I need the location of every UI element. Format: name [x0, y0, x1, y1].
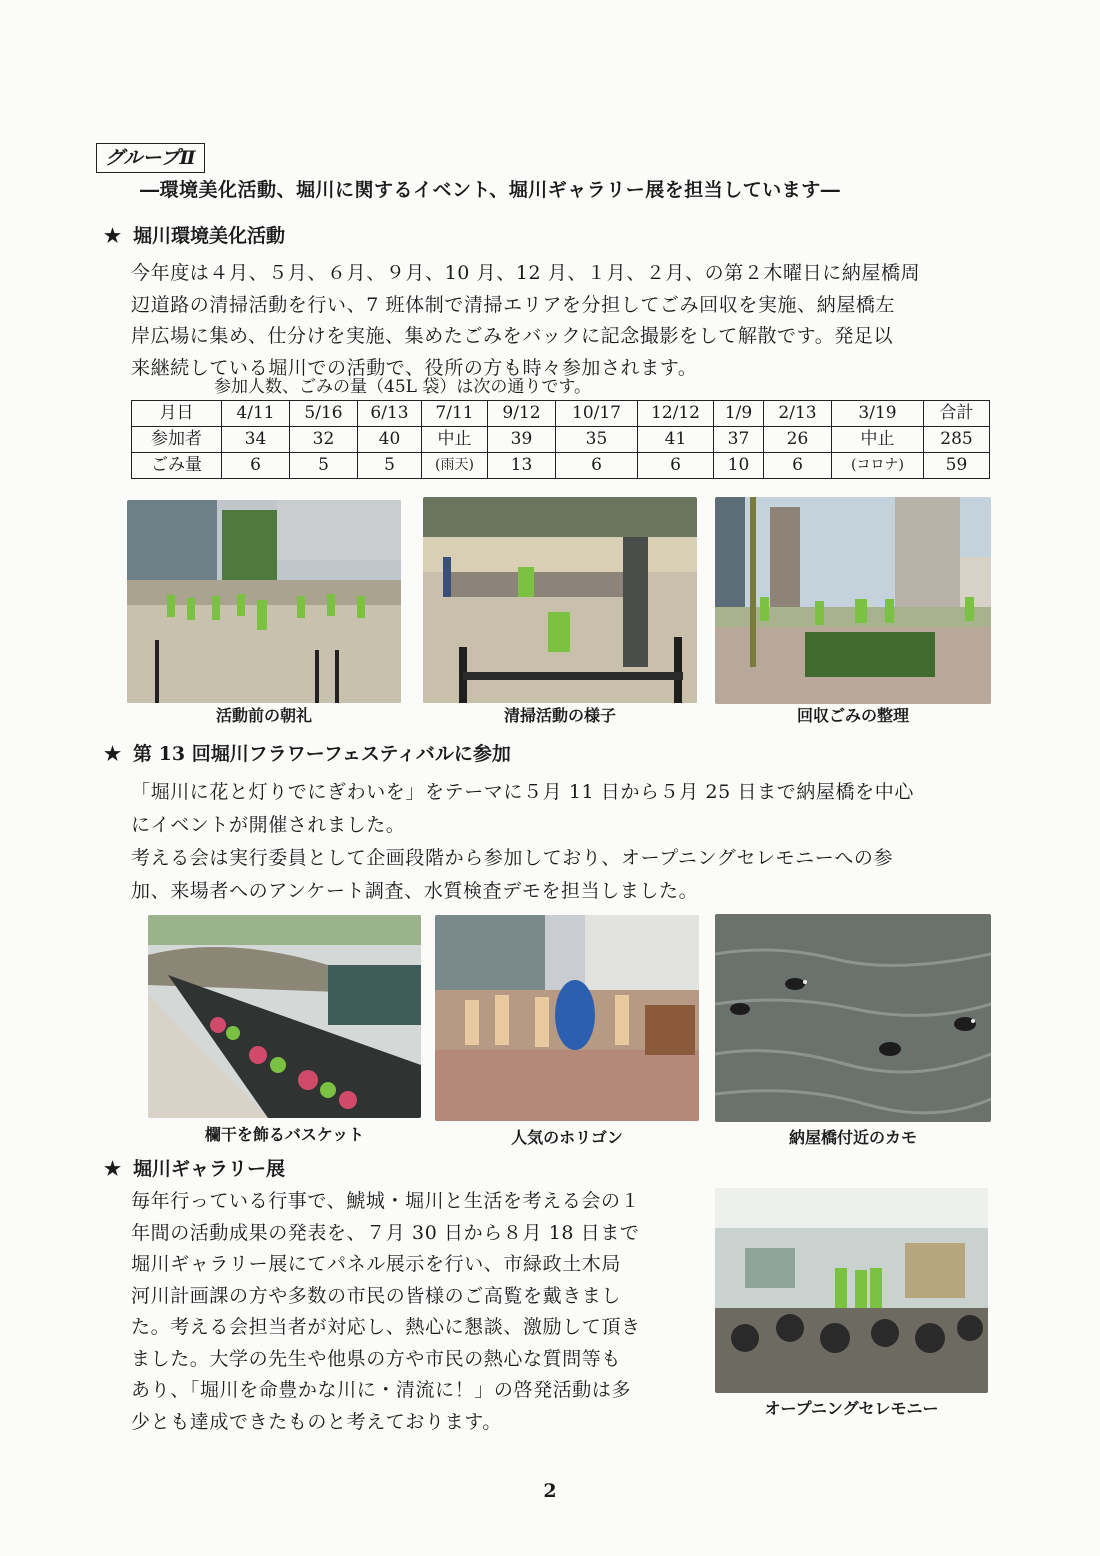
table-cell: 10/17 [556, 401, 638, 427]
table-cell: 5 [290, 453, 358, 479]
photo-caption: 人気のホリゴン [511, 1128, 623, 1147]
paragraph-line: 「堀川に花と灯りでにぎわいを」をテーマに５月 11 日から５月 25 日まで納屋橋を中心 [131, 781, 914, 803]
photo-opening-ceremony [715, 1188, 988, 1393]
heading-text: 第 13 回堀川フラワーフェスティバルに参加 [133, 743, 511, 765]
participation-table [131, 400, 990, 479]
table-cell: 34 [222, 427, 290, 453]
table-cell: (雨天) [422, 453, 488, 479]
photo-morning-assembly [127, 500, 401, 703]
star-icon: ★ [104, 225, 122, 247]
table-cell: 9/12 [488, 401, 556, 427]
table-cell: 合計 [924, 401, 990, 427]
paragraph-line: ました。大学の先生や他県の方や市民の熱心な質問等も [131, 1347, 622, 1370]
photo-garbage-sorting [715, 497, 991, 704]
table-cell: 6 [764, 453, 832, 479]
table-cell: 6/13 [358, 401, 422, 427]
table-cell: 3/19 [832, 401, 924, 427]
table-cell: 参加者 [132, 427, 222, 453]
gallery-paragraph [131, 1186, 641, 1438]
photo-railing-baskets [148, 915, 421, 1118]
table-cell: 6 [222, 453, 290, 479]
star-icon: ★ [104, 1158, 122, 1180]
paragraph-line: 今年度は４月、５月、６月、９月、10 月、12 月、１月、２月、の第２木曜日に納屋橋周 [131, 262, 921, 284]
photo-caption: 納屋橋付近のカモ [788, 1128, 917, 1147]
table-cell: 41 [638, 427, 714, 453]
table-row [132, 427, 990, 453]
photo-caption: 清掃活動の様子 [503, 706, 616, 725]
cleanup-paragraph [131, 258, 920, 384]
table-cell: 32 [290, 427, 358, 453]
table-cell: 2/13 [764, 401, 832, 427]
paragraph-line: 年間の活動成果の発表を、７月 30 日から８月 18 日まで [131, 1221, 640, 1244]
table-cell: 1/9 [714, 401, 764, 427]
paragraph-line: 堀川ギャラリー展にてパネル展示を行い、市緑政土木局 [131, 1253, 622, 1275]
table-cell: 月日 [132, 401, 222, 427]
table-cell: 26 [764, 427, 832, 453]
table-cell: 40 [358, 427, 422, 453]
photo-ducks [715, 914, 991, 1122]
photo-caption: 回収ごみの整理 [796, 706, 909, 725]
table-row [132, 453, 990, 479]
paragraph-line: 来継続している堀川での活動で、役所の方も時々参加されます。 [131, 356, 698, 379]
section-heading-gallery [104, 1155, 285, 1183]
paragraph-line: 河川計画課の方や多数の市民の皆様のご高覧を戴きまし [131, 1284, 622, 1307]
star-icon: ★ [104, 743, 122, 765]
paragraph-line: 岸広場に集め、仕分けを実施、集めたごみをバックに記念撮影をして解散です。発足以 [131, 325, 894, 347]
table-cell: 中止 [832, 427, 924, 453]
paragraph-line: 少とも達成できたものと考えております。 [131, 1410, 502, 1433]
paragraph-line: 考える会は実行委員として企画段階から参加しており、オープニングセレモニーへの参 [131, 847, 894, 869]
paragraph-line: た。考える会担当者が対応し、熱心に懇談、激励して頂き [131, 1316, 641, 1338]
table-cell: 中止 [422, 427, 488, 453]
table-cell: ごみ量 [132, 453, 222, 479]
paragraph-line: 加、来場者へのアンケート調査、水質検査デモを担当しました。 [131, 880, 699, 902]
table-cell: 5/16 [290, 401, 358, 427]
table-header-row [132, 401, 990, 427]
table-cell: 13 [488, 453, 556, 479]
table-cell: 35 [556, 427, 638, 453]
table-cell: 7/11 [422, 401, 488, 427]
table-cell: 285 [924, 427, 990, 453]
section-heading-festival [104, 740, 511, 768]
table-cell: 10 [714, 453, 764, 479]
paragraph-line: あり、「堀川を命豊かな川に・清流に！」の啓発活動は多 [131, 1379, 632, 1401]
page-number: 2 [543, 1480, 557, 1502]
group-subtitle: ―環境美化活動、堀川に関するイベント、堀川ギャラリー展を担当しています― [140, 179, 841, 201]
table-cell: 39 [488, 427, 556, 453]
paragraph-line: 辺道路の清掃活動を行い、7 班体制で清掃エリアを分担してごみ回収を実施、納屋橋左 [131, 293, 896, 316]
table-intro: 参加人数、ごみの量（45L 袋）は次の通りです。 [214, 377, 591, 397]
table-cell: 59 [924, 453, 990, 479]
festival-paragraph [131, 776, 914, 908]
paragraph-line: 毎年行っている行事で、鯱城・堀川と生活を考える会の１ [131, 1190, 641, 1212]
heading-text: 堀川環境美化活動 [133, 225, 286, 247]
heading-text: 堀川ギャラリー展 [133, 1158, 286, 1180]
photo-caption: オープニングセレモニー [764, 1399, 939, 1418]
photo-caption: 活動前の朝礼 [215, 706, 312, 725]
table-cell: (コロナ) [832, 453, 924, 479]
table-cell: 6 [556, 453, 638, 479]
photo-caption: 欄干を飾るバスケット [204, 1125, 365, 1144]
table-cell: 12/12 [638, 401, 714, 427]
table-cell: 6 [638, 453, 714, 479]
paragraph-line: にイベントが開催されました。 [131, 814, 406, 836]
table-cell: 4/11 [222, 401, 290, 427]
group-title: グループⅡ [96, 143, 205, 173]
table-cell: 37 [714, 427, 764, 453]
section-heading-cleanup [104, 222, 285, 250]
table-cell: 5 [358, 453, 422, 479]
photo-cleaning-activity [423, 497, 697, 703]
photo-horigon-mascot [435, 915, 699, 1121]
